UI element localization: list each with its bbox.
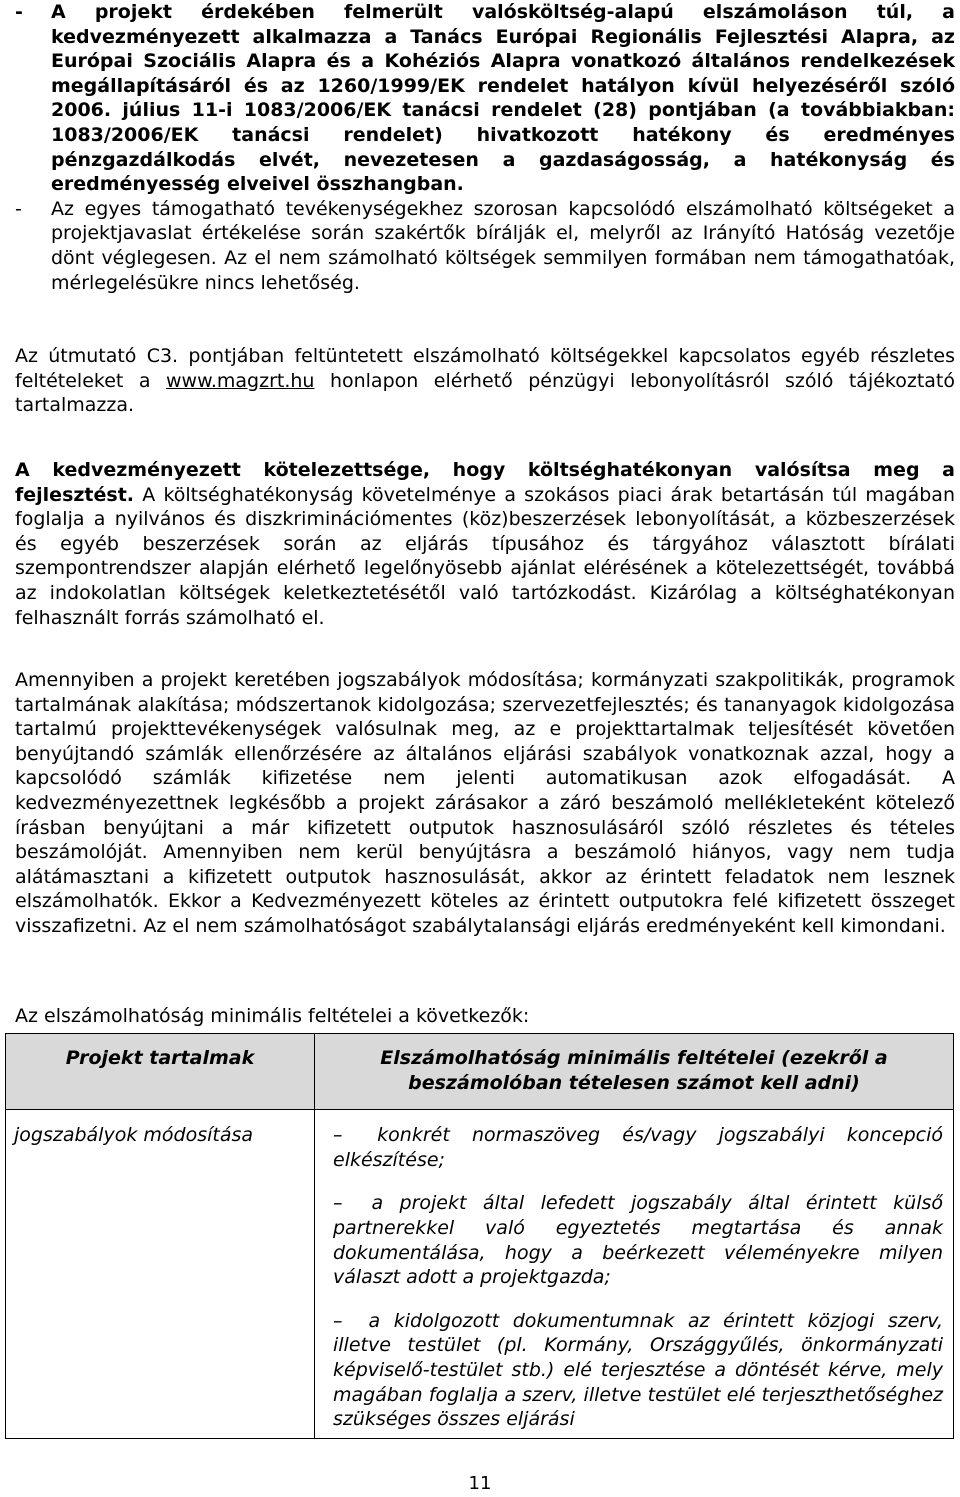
eligibility-table — [5, 1033, 954, 1439]
paragraph-c3-after: honlapon elérhető pénzügyi lebonyolításról szóló tájékoztató tartalmazza. — [15, 369, 956, 417]
bullet-text: A projekt érdekében felmerült valósköltség-alapú elszámoláson túl, a kedvezményezett alkalmazza a Tanács Európai Regionális Fejlesztési Alapra, az Európai Szociális Alapra és a Kohéziós Alapra vonatkozó általános rendelkezések megállapításáról és az 1260/1999/EK rendelet hatályon kívül helyezéséről szóló 2006. július 11-i 1083/2006/EK tanácsi rendelet (28) pontjában (a továbbiakban: 1083/2006/EK tanácsi rendelet) hivatkozott hatékony és eredményes pénzgazdálkodás elvét, nevezetesen a gazdaságosság, a hatékonyság és eredményesség elveivel összhangban. — [51, 1, 955, 196]
cost-efficiency-text: A költséghatékonyság követelménye a szokásos piaci árak betartásán túl magában foglalja a nyilvános és diszkriminációmentes (köz)beszerzések lebonyolítását, a közbeszerzések és egyéb beszerzések során az eljárás típusához és tárgyához választott bírálati szempontrendszer alapján elérhető legelőnyösebb ajánlat elérésének a kötelezettségét, továbbá az indokolatlan költségek keletkeztetésétől való tartózkodást. Kizárólag a költséghatékonyan felhasznált forrás számolható el. — [15, 483, 955, 629]
condition-text: a projekt által lefedett jogszabály által érintett külső partnerekkel való egyeztetés megtartása és annak dokumentálása, hogy a beérkezett véleményekre milyen választ adott a projektgazda; — [333, 1192, 943, 1289]
paragraph-c3 — [15, 344, 955, 418]
bullet-item-cost-principle — [15, 0, 955, 197]
condition-item — [333, 1123, 943, 1172]
paragraph-cost-efficiency — [15, 458, 955, 630]
bullet-text: Az egyes támogatható tevékenységekhez szorosan kapcsolódó elszámolható költségeket a projektjavaslat értékelése során szakértők bírálják el, melyről az Irányító Hatóság vezetője dönt véglegesen. Az el nem számolható költségek semmilyen formában nem támogathatóak, mérlegelésükre nincs lehetőség. — [51, 197, 955, 294]
table-header-row — [6, 1034, 954, 1110]
table-row — [6, 1110, 954, 1439]
paragraph-amennyiben: Amennyiben a projekt keretében jogszabályok módosítása; kormányzati szakpolitikák, programok tartalmának alakítása; módszertanok kidolgozása; szervezetfejlesztés; és tananyagok kidolgozása tartalmú projekttevékenységek valósulnak meg, az e projekttartalmak teljesítését követően benyújtandó számlák ellenőrzésére az általános eljárási szabályok vonatkoznak azzal, hogy a kapcsolódó számlák kifizetése nem jelenti automatikusan azok elfogadását. A kedvezményezettnek legkésőbb a projekt zárásakor a záró beszámoló mellékleteként kötelező írásban benyújtani a már kifizetett outputok hasznosulásáról szóló részletes és tételes beszámolóját. Amennyiben nem kerül benyújtásra a beszámoló hiányos, vagy nem tudja alátámasztani a kifizetett outputok hasznosulását, akkor az érintett feladatok nem lesznek elszámolhatók. Ekkor a Kedvezményezett köteles az érintett outputokra felé kifizetett összeget visszafizetni. Az el nem számolhatóságot szabálytalansági eljárás eredményeként kell kimondani. — [15, 669, 955, 937]
bullet-item-eligible-costs — [15, 197, 955, 295]
website-link[interactable]: www.magzrt.hu — [165, 369, 315, 392]
table-header-project-content: Projekt tartalmak — [6, 1034, 315, 1110]
cost-efficiency-heading: A kedvezményezett kötelezettsége, hogy költséghatékonyan valósítsa meg a fejlesztést. — [15, 459, 955, 506]
condition-dash: – — [333, 1309, 343, 1332]
table-cell-conditions — [315, 1110, 954, 1439]
condition-text: konkrét normaszöveg és/vagy jogszabályi koncepció elkészítése; — [333, 1124, 943, 1171]
condition-item — [333, 1191, 943, 1289]
condition-text: a kidolgozott dokumentumnak az érintett közjogi szerv, illetve testület (pl. Kormány, Országgyűlés, önkormányzati képviselő-testület stb.) elé terjesztése a döntését kérve, mely magában foglalja a szerv, illetve testület elé terjeszthetőséghez szükséges összes eljárási — [333, 1309, 943, 1431]
page-number: 11 — [468, 1473, 492, 1494]
paragraph-c3-before: Az útmutató C3. pontjában feltüntetett elszámolható költségekkel kapcsolatos egyéb részletes feltételeket a — [15, 345, 955, 392]
bullet-dash: - — [15, 197, 22, 220]
bullet-dash: - — [15, 1, 23, 23]
table-cell-project-content: jogszabályok módosítása — [6, 1110, 315, 1439]
paragraph-minimum-conditions: Az elszámolhatóság minimális feltételei a következők: — [15, 1005, 530, 1027]
condition-dash: – — [333, 1124, 343, 1147]
condition-dash: – — [333, 1192, 343, 1215]
condition-item — [333, 1309, 943, 1432]
table-header-eligibility: Elszámolhatóság minimális feltételei (ezekről a beszámolóban tételesen számot kell adni) — [315, 1034, 954, 1110]
bullet-list — [15, 0, 955, 295]
